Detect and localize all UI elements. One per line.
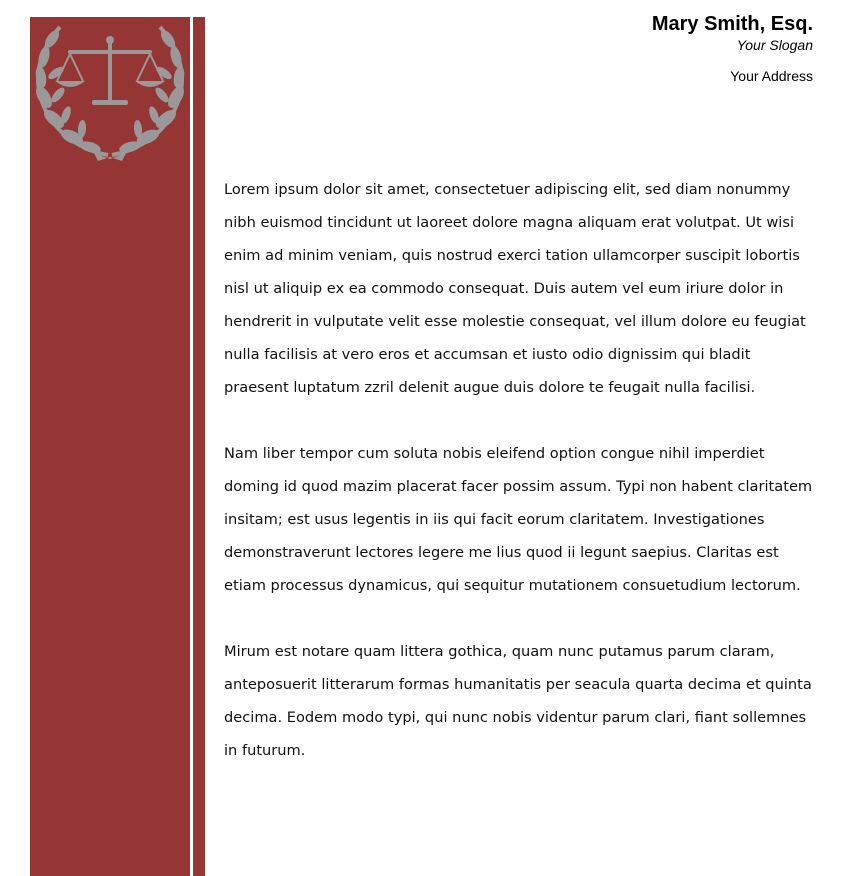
- letter-body: [224, 173, 816, 800]
- slogan: Your Slogan: [736, 37, 813, 53]
- scales-of-justice-laurel-icon: [30, 17, 190, 162]
- body-paragraph: Lorem ipsum dolor sit amet, consectetuer adipiscing elit, sed diam nonummy nibh euismod tincidunt ut laoreet dolore magna aliquam erat volutpat. Ut wisi enim ad minim veniam, quis nostrud exerci tation ullamcorper suscipit lobortis nisl ut aliquip ex ea commodo consequat. Duis autem vel eum iriure dolor in hendrerit in vulputate velit esse molestie consequat, vel illum dolore eu feugiat nulla facilisis at vero eros et accumsan et iusto odio dignissim qui bladit praesent luptatum zzril delenit augue duis dolore te feugait nulla facilisi.: [224, 181, 806, 396]
- address: Your Address: [730, 68, 813, 84]
- sidebar-stripe: [193, 17, 205, 876]
- letterhead-header: [652, 12, 813, 85]
- body-paragraph: Mirum est notare quam littera gothica, quam nunc putamus parum claram, anteposuerit litterarum formas humanitatis per seacula quarta decima et quinta decima. Eodem modo typi, qui nunc nobis videntur parum clari, fiant sollemnes in futurum.: [224, 643, 812, 759]
- body-paragraph: Nam liber tempor cum soluta nobis eleifend option congue nihil imperdiet doming id quod mazim placerat facer possim assum. Typi non habent claritatem insitam; est usus legentis in iis qui facit eorum claritatem. Investigationes demonstraverunt lectores legere me lius quod ii legunt saepius. Claritas est etiam processus dynamicus, qui sequitur mutationem consuetudium lectorum.: [224, 445, 813, 594]
- attorney-name: Mary Smith, Esq.: [651, 13, 813, 35]
